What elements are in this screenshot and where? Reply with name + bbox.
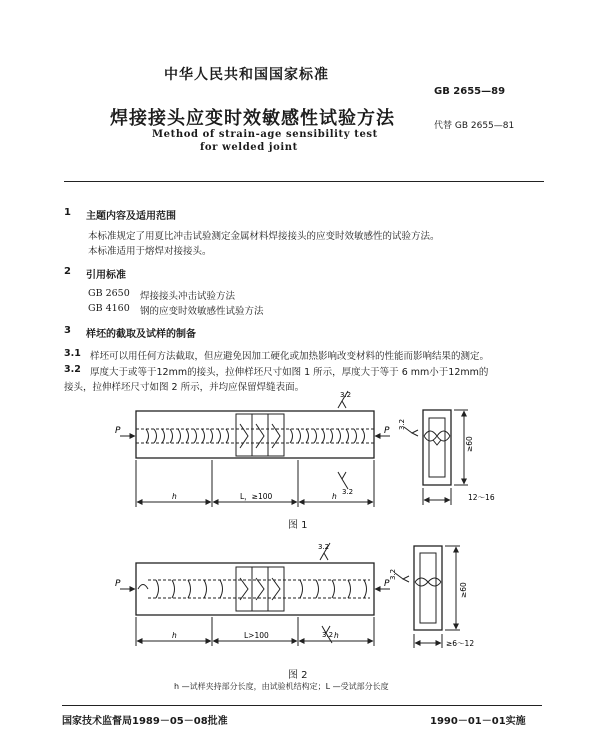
figure-1-side-roughness: 3.2: [398, 418, 406, 430]
weld-ripple: [354, 429, 357, 443]
section-1-paragraph-1: 本标准规定了用夏比冲击试验测定金属材料焊接接头的应变时效敏感性的试验方法。: [88, 231, 440, 242]
figure-1-side-view: [404, 410, 468, 505]
clause-3-2-text-line-1: 厚度大于或等于12mm的接头，拉伸样坯尺寸如图 1 所示，厚度大于等于 6 mm小于12mm的: [90, 367, 489, 378]
weld-ripple: [298, 429, 301, 443]
figure-2-side-width: ≥6～12: [446, 639, 475, 648]
weld-ripple: [290, 429, 293, 443]
figure-1-force-left: P: [115, 426, 121, 436]
english-title-line-2: for welded joint: [200, 142, 298, 153]
weld-ripple: [204, 580, 207, 598]
replaces-code: 代替 GB 2655—81: [434, 121, 515, 131]
weld-ripple: [154, 429, 157, 443]
weld-ripple: [210, 429, 213, 443]
clause-3-2-number: 3.2: [64, 364, 81, 375]
figure-1-side-height: ≥60: [465, 436, 474, 452]
clause-3-2-text-line-2: 接头，拉伸样坯尺寸如图 2 所示，并均应保留焊缝表面。: [64, 382, 305, 393]
figure-2-roughness-top: 3.2: [318, 543, 330, 551]
figure-2-side-roughness: 3.2: [389, 568, 397, 580]
section-2-heading: 引用标准: [86, 270, 126, 281]
weld-ripple: [300, 580, 303, 598]
standard-code: GB 2655—89: [434, 86, 506, 97]
weld-ripple: [162, 429, 165, 443]
figure-2-side-height: ≥60: [459, 582, 468, 598]
weld-ripple: [348, 580, 351, 598]
reference-code-2: GB 4160: [88, 303, 130, 314]
reference-code-1: GB 2650: [88, 288, 130, 299]
figure-1-caption: 图 1: [288, 520, 308, 531]
figure-1-roughness-top: 3.2: [340, 391, 352, 399]
section-1-paragraph-2: 本标准适用于熔焊对接接头。: [88, 246, 212, 257]
section-1-number: 1: [64, 207, 71, 218]
figure-2-force-left: P: [115, 579, 121, 589]
weld-ripple: [338, 429, 341, 443]
document-title: 焊接接头应变时效敏感性试验方法: [110, 108, 395, 129]
footer-rule: [62, 705, 542, 706]
weld-ripple: [170, 429, 173, 443]
section-3-number: 3: [64, 325, 71, 336]
section-3-heading: 样坯的截取及试样的制备: [86, 329, 196, 340]
figure-2-dim-L: L>100: [244, 631, 269, 640]
figure-2-caption: 图 2: [288, 670, 308, 681]
reference-title-1: 焊接接头冲击试验方法: [140, 291, 236, 302]
weld-ripple: [202, 429, 205, 443]
figure-2-side-view: [395, 546, 460, 648]
national-standard-label: 中华人民共和国国家标准: [164, 67, 329, 83]
clause-3-1-number: 3.1: [64, 348, 81, 359]
weld-ripple: [218, 429, 221, 443]
figure-1-dim-h-left: h: [172, 492, 177, 501]
weld-ripple: [362, 429, 365, 443]
weld-ripple: [306, 429, 309, 443]
figure-1-roughness-bottom: 3.2: [342, 488, 354, 496]
figure-1-dim-h-right: h: [332, 492, 337, 501]
weld-ripple: [220, 580, 223, 598]
figure-1-force-right: P: [384, 426, 390, 436]
figure-1-dim-L: L，≥100: [240, 492, 273, 501]
figure-2-roughness-bottom: 3.2: [322, 631, 334, 639]
weld-ripple: [346, 429, 349, 443]
figure-2-force-right: P: [384, 579, 390, 589]
section-1-heading: 主题内容及适用范围: [86, 211, 176, 222]
section-2-number: 2: [64, 266, 71, 277]
weld-ripple: [314, 429, 317, 443]
english-title-line-1: Method of strain-age sensibility test: [152, 129, 378, 140]
weld-ripple: [332, 580, 335, 598]
effective-date: 1990－01－01实施: [430, 716, 526, 727]
figure-2-note: h —试样夹持部分长度，由试验机结构定；L —受试部分长度: [174, 682, 389, 691]
weld-ripple: [178, 429, 181, 443]
weld-ripple: [330, 429, 333, 443]
weld-ripple: [316, 580, 319, 598]
weld-ripple: [226, 429, 229, 443]
figure-2-dim-h-right: h: [334, 631, 339, 640]
weld-ripple: [156, 580, 159, 598]
weld-ripple: [188, 580, 191, 598]
weld-ripple: [364, 580, 367, 598]
weld-ripple: [322, 429, 325, 443]
figure-1-side-width: 12～16: [468, 493, 495, 502]
weld-ripple: [194, 429, 197, 443]
figure-2-dim-h-left: h: [172, 631, 177, 640]
clause-3-1-text: 样坯可以用任何方法截取，但应避免因加工硬化或加热影响改变材料的性能而影响结果的测定。: [90, 351, 490, 362]
weld-ripple: [172, 580, 175, 598]
reference-title-2: 钢的应变时效敏感性试验方法: [140, 306, 264, 317]
approval-date: 国家技术监督局1989－05－08批准: [62, 716, 228, 727]
weld-ripple: [186, 429, 189, 443]
weld-ripple: [146, 429, 149, 443]
